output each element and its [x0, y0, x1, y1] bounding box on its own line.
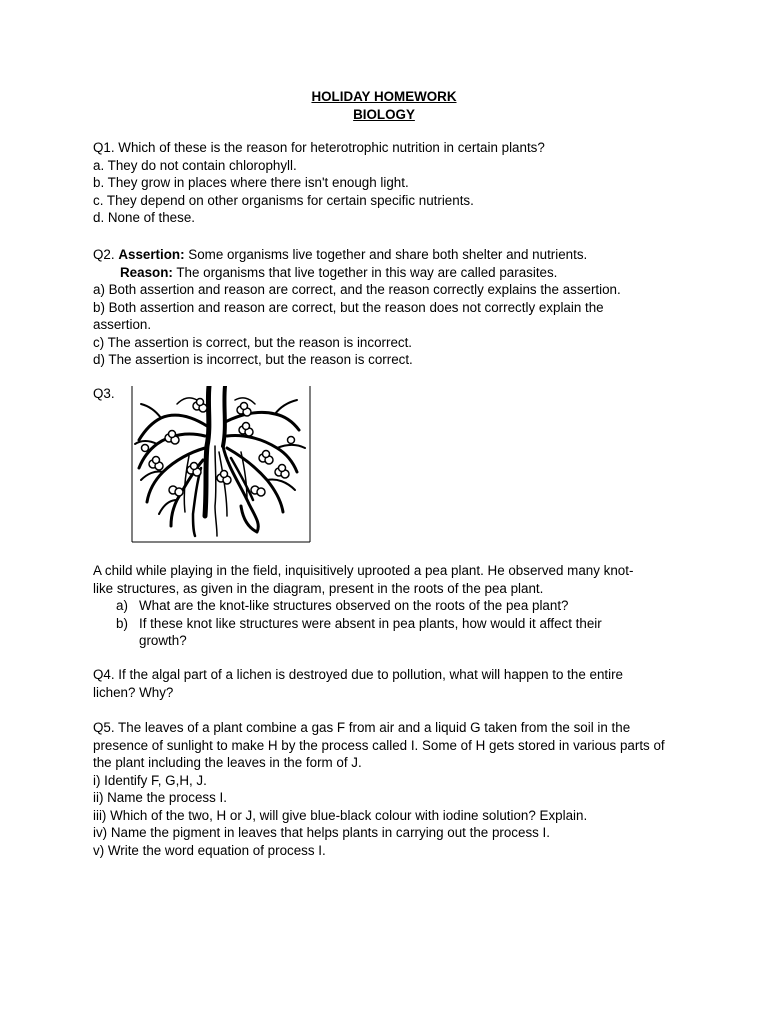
question-3-part-a-label: a)	[116, 598, 128, 613]
question-2-reason	[93, 264, 673, 282]
question-2-option-b: b) Both assertion and reason are correct, but the reason does not correctly explain the assertion.	[93, 299, 604, 332]
question-1-option-d: d. None of these.	[93, 210, 195, 225]
question-3	[93, 562, 653, 650]
question-3-number: Q3.	[93, 386, 115, 401]
question-5-text: Q5. The leaves of a plant combine a gas F from air and a liquid G taken from the soil in the presence of sunlight to make H by the process called I. Some of H gets stored in various parts of the plant including the leaves in the form of J.	[93, 720, 665, 770]
question-5-part-iii: iii) Which of the two, H or J, will give blue-black colour with iodine solution? Explain.	[93, 807, 588, 823]
question-1-option-b: b. They grow in places where there isn't enough light.	[93, 175, 409, 190]
question-2-option-a: a) Both assertion and reason are correct, and the reason correctly explains the assertion.	[93, 282, 621, 297]
question-5-part-i: i) Identify F, G,H, J.	[93, 772, 207, 788]
document-title: HOLIDAY HOMEWORK	[311, 89, 457, 104]
question-2-assertion	[93, 246, 673, 264]
question-4-text: Q4. If the algal part of a lichen is destroyed due to pollution, what will happen to the entire lichen? Why?	[93, 667, 624, 700]
reason-label: Reason:	[120, 264, 173, 280]
question-3-part-b-text: If these knot like structures were absent in pea plants, how would it affect their growth?	[139, 615, 602, 648]
question-3-part-a	[93, 597, 653, 615]
question-5-part-ii: ii) Name the process I.	[93, 790, 227, 805]
question-3-part-b	[93, 615, 653, 650]
assertion-label: Assertion:	[118, 247, 185, 262]
pea-root-nodules-diagram	[131, 386, 311, 543]
question-5-part-iv: iv) Name the pigment in leaves that helps plants in carrying out the process I.	[93, 825, 551, 840]
document-subject: BIOLOGY	[353, 106, 415, 122]
question-1-option-c: c. They depend on other organisms for certain specific nutrients.	[93, 192, 474, 208]
document-header	[0, 88, 768, 123]
question-2-option-c: c) The assertion is correct, but the reason is incorrect.	[93, 334, 413, 350]
question-1-text: Q1. Which of these is the reason for heterotrophic nutrition in certain plants?	[93, 140, 545, 155]
question-2	[93, 246, 673, 369]
question-1-option-a: a. They do not contain chlorophyll.	[93, 157, 297, 173]
question-3-part-b-label: b)	[116, 615, 128, 631]
question-4	[93, 666, 665, 701]
reason-text: The organisms that live together in this way are called parasites.	[172, 264, 558, 280]
question-3-part-a-text: What are the knot-like structures observed on the roots of the pea plant?	[139, 598, 569, 613]
question-5-part-v: v) Write the word equation of process I.	[93, 842, 326, 858]
question-2-number: Q2.	[93, 247, 115, 262]
assertion-text: Some organisms live together and share both shelter and nutrients.	[184, 247, 588, 262]
question-3-context: A child while playing in the field, inquisitively uprooted a pea plant. He observed many knot-like structures, as given in the diagram, present in the roots of the pea plant.	[93, 563, 634, 596]
question-5	[93, 719, 671, 859]
question-1	[93, 139, 673, 227]
question-2-option-d: d) The assertion is incorrect, but the reason is correct.	[93, 352, 413, 367]
